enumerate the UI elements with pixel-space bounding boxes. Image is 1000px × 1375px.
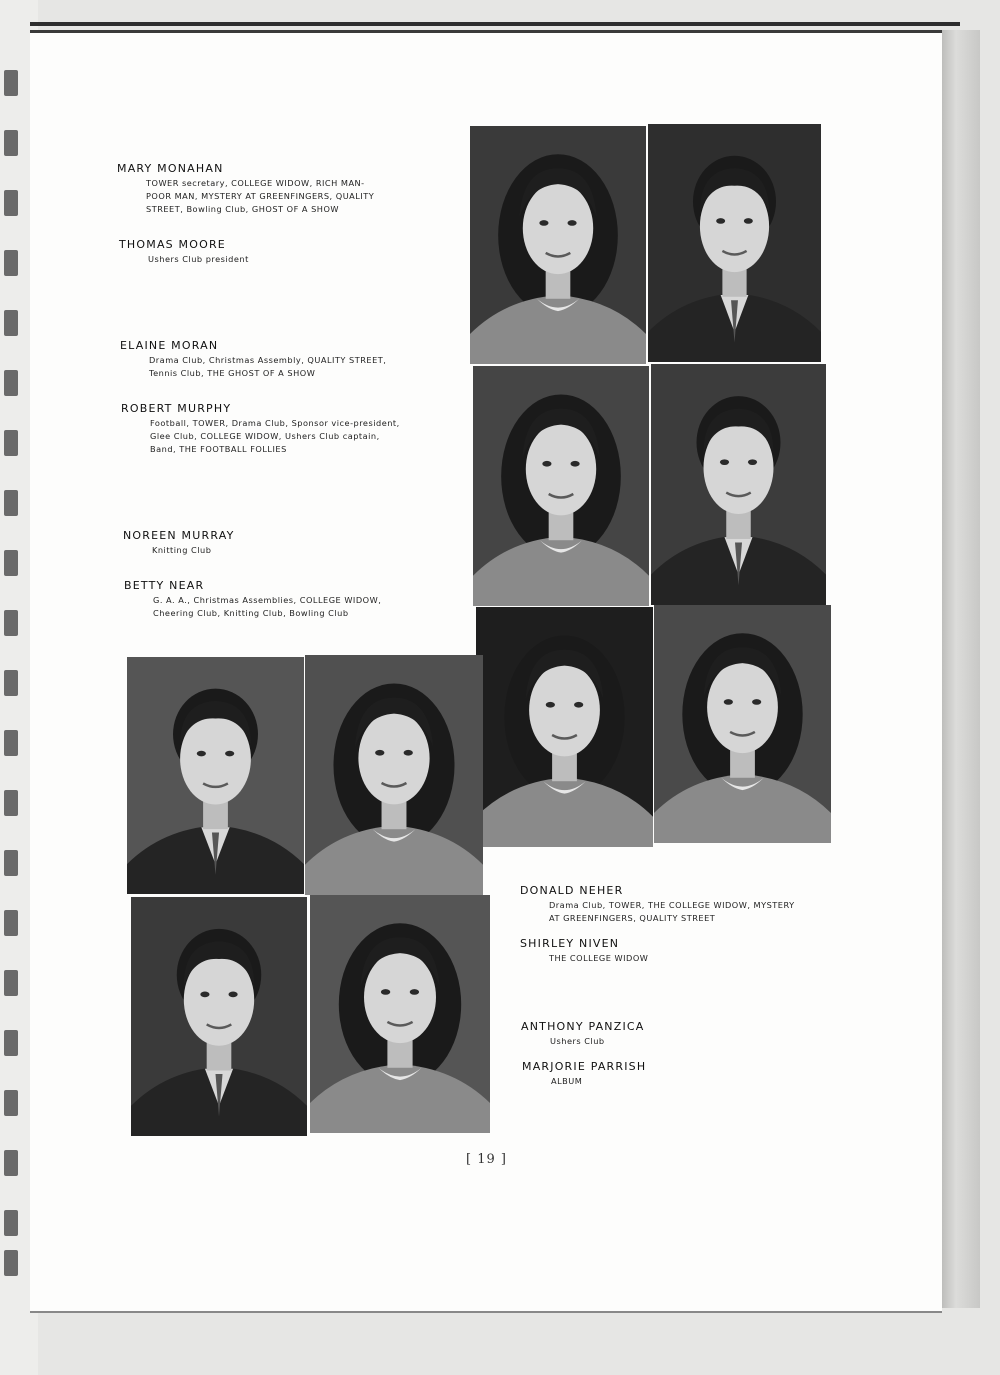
student-name: ELAINE MORAN	[120, 339, 219, 352]
student-activities	[150, 417, 400, 456]
portrait-photo	[470, 126, 646, 364]
activity-line: Football, TOWER, Drama Club, Sponsor vice-president,	[150, 418, 400, 428]
student-name: ANTHONY PANZICA	[521, 1020, 645, 1033]
student-name: MARJORIE PARRISH	[522, 1060, 647, 1073]
student-name: THOMAS MOORE	[119, 238, 226, 251]
student-name: DONALD NEHER	[520, 884, 624, 897]
page-top-edge	[30, 22, 960, 26]
activity-line: Drama Club, TOWER, THE COLLEGE WIDOW, MYSTERY	[549, 900, 795, 910]
student-activities	[551, 1075, 646, 1088]
student-activities	[149, 354, 386, 380]
student-activities	[549, 952, 648, 965]
binder-ring	[4, 790, 18, 816]
student-name: SHIRLEY NIVEN	[520, 937, 620, 950]
student-activities	[148, 253, 249, 266]
student-entry	[117, 162, 374, 216]
student-name: BETTY NEAR	[124, 579, 205, 592]
activity-line: Ushers Club	[550, 1036, 605, 1046]
binder-ring	[4, 730, 18, 756]
activity-line: Drama Club, Christmas Assembly, QUALITY STREET,	[149, 355, 387, 365]
student-activities	[550, 1035, 645, 1048]
binder-ring	[4, 370, 18, 396]
binder-ring	[4, 550, 18, 576]
portrait-photo	[476, 607, 653, 847]
binder-ring	[4, 430, 18, 456]
binder-ring	[4, 250, 18, 276]
student-entry	[123, 529, 235, 557]
student-entry	[120, 339, 386, 380]
activity-line: THE COLLEGE WIDOW	[549, 953, 649, 963]
activity-line: G. A. A., Christmas Assemblies, COLLEGE WIDOW,	[153, 595, 382, 605]
student-entry	[522, 1060, 646, 1088]
activity-line: Glee Club, COLLEGE WIDOW, Ushers Club captain,	[150, 431, 380, 441]
student-entry	[520, 937, 648, 965]
student-activities	[152, 544, 235, 557]
binder-ring	[4, 670, 18, 696]
binder-ring	[4, 970, 18, 996]
activity-line: Ushers Club president	[148, 254, 249, 264]
activity-line: Band, THE FOOTBALL FOLLIES	[150, 444, 287, 454]
student-entry	[119, 238, 249, 266]
binder-ring	[4, 70, 18, 96]
student-name: MARY MONAHAN	[117, 162, 224, 175]
activity-line: AT GREENFINGERS, QUALITY STREET	[549, 913, 716, 923]
student-activities	[549, 899, 795, 925]
student-entry	[521, 1020, 645, 1048]
portrait-photo	[310, 895, 490, 1133]
binder-ring	[4, 910, 18, 936]
binder-ring	[4, 1250, 18, 1276]
page-stack-edge	[940, 30, 980, 1308]
page-number: [ 19 ]	[466, 1152, 507, 1167]
binder-ring	[4, 490, 18, 516]
binder-ring	[4, 1150, 18, 1176]
binder-ring	[4, 610, 18, 636]
binder-ring	[4, 1030, 18, 1056]
portrait-photo	[305, 655, 483, 895]
student-activities	[146, 177, 374, 216]
student-entry	[520, 884, 795, 925]
activity-line: STREET, Bowling Club, GHOST OF A SHOW	[146, 204, 339, 214]
binder-ring	[4, 850, 18, 876]
activity-line: TOWER secretary, COLLEGE WIDOW, RICH MAN-	[146, 178, 365, 188]
portrait-photo	[127, 657, 304, 894]
binder-ring	[4, 1210, 18, 1236]
student-name: ROBERT MURPHY	[121, 402, 232, 415]
activity-line: ALBUM	[551, 1076, 583, 1086]
student-entry	[121, 402, 400, 456]
portrait-photo	[648, 124, 821, 362]
binder-ring	[4, 1090, 18, 1116]
portrait-photo	[654, 605, 831, 843]
student-activities	[153, 594, 381, 620]
activity-line: Tennis Club, THE GHOST OF A SHOW	[149, 368, 316, 378]
portrait-photo	[473, 366, 649, 606]
binder-ring	[4, 310, 18, 336]
portrait-photo	[131, 897, 307, 1136]
activity-line: Cheering Club, Knitting Club, Bowling Club	[153, 608, 349, 618]
student-name: NOREEN MURRAY	[123, 529, 235, 542]
activity-line: Knitting Club	[152, 545, 212, 555]
binder-ring	[4, 190, 18, 216]
portrait-photo	[651, 364, 826, 605]
student-entry	[124, 579, 381, 620]
activity-line: POOR MAN, MYSTERY AT GREENFINGERS, QUALITY	[146, 191, 375, 201]
binder-ring	[4, 130, 18, 156]
